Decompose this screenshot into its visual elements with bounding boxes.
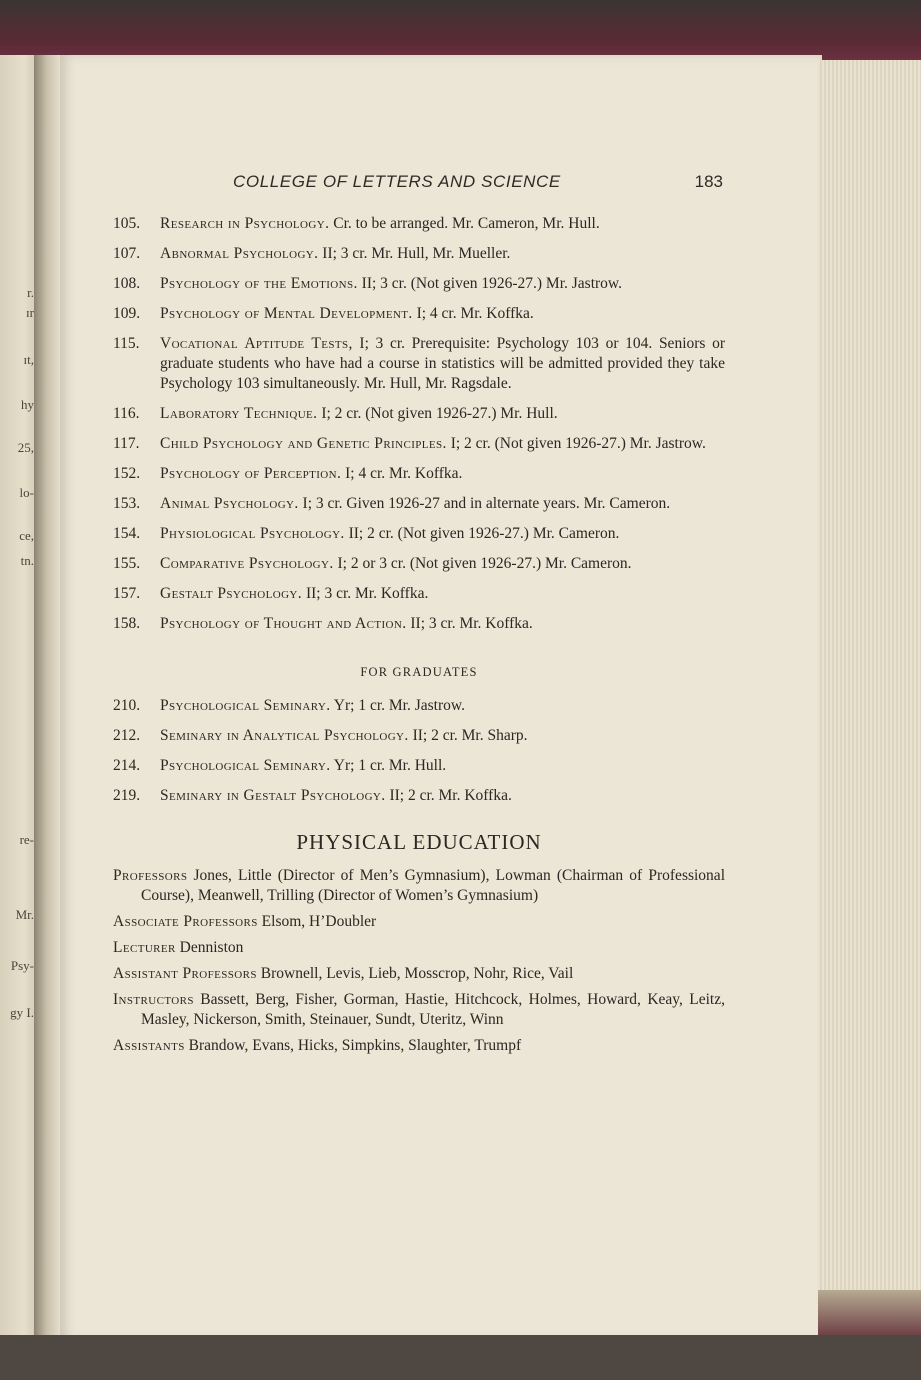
course-entry	[113, 696, 725, 716]
course-number: 116.	[113, 405, 140, 422]
course-title: Psychology of the Emotions.	[160, 275, 358, 292]
course-description	[160, 494, 725, 514]
staff-names: Elsom, H’Doubler	[257, 913, 377, 930]
graduate-course-list	[113, 696, 725, 806]
course-details: I; 2 cr. (Not given 1926-27.) Mr. Jastrow.	[446, 435, 706, 452]
course-number: 115.	[113, 335, 140, 352]
course-entry	[113, 786, 725, 806]
course-details: I; 2 cr. (Not given 1926-27.) Mr. Hull.	[317, 405, 558, 422]
course-title: Psychological Seminary.	[160, 697, 331, 714]
course-title: Animal Psychology.	[160, 495, 299, 512]
course-title: Gestalt Psychology.	[160, 585, 303, 602]
staff-rank: Associate Professors	[113, 913, 258, 930]
course-number: 210.	[113, 697, 141, 714]
course-entry	[113, 614, 725, 634]
course-details: I; 2 or 3 cr. (Not given 1926-27.) Mr. Cameron.	[333, 555, 632, 572]
scan-bottom	[0, 1335, 921, 1380]
course-details: I; 4 cr. Mr. Koffka.	[341, 465, 463, 482]
course-description	[160, 464, 725, 484]
staff-list	[113, 866, 725, 1056]
staff-entry	[113, 938, 725, 958]
course-details: II; 2 cr. Mr. Sharp.	[408, 727, 528, 744]
page-content	[113, 214, 725, 1062]
course-description	[160, 554, 725, 574]
course-description	[160, 304, 725, 324]
course-description	[160, 434, 725, 454]
previous-page-fragment: tn.	[20, 553, 34, 568]
course-entry	[113, 464, 725, 484]
course-description	[160, 404, 725, 424]
course-entry	[113, 244, 725, 264]
course-number: 219.	[113, 787, 141, 804]
running-title: COLLEGE OF LETTERS AND SCIENCE	[233, 172, 561, 191]
course-title: Child Psychology and Genetic Principles.	[160, 435, 447, 452]
course-details: II; 3 cr. Mr. Koffka.	[406, 615, 533, 632]
course-number: 157.	[113, 585, 141, 602]
staff-rank: Professors	[113, 867, 188, 884]
staff-names: Brandow, Evans, Hicks, Simpkins, Slaughter, Trumpf	[184, 1037, 522, 1054]
previous-page-fragment: Mr.	[15, 907, 34, 922]
previous-page-fragment: Psy-	[10, 958, 34, 973]
staff-entry	[113, 912, 725, 932]
course-details: Yr; 1 cr. Mr. Hull.	[330, 757, 447, 774]
course-description	[160, 334, 725, 394]
course-title: Psychology of Mental Development.	[160, 305, 413, 322]
course-entry	[113, 726, 725, 746]
course-details: I; 4 cr. Mr. Koffka.	[412, 305, 534, 322]
course-entry	[113, 756, 725, 776]
course-title: Physiological Psychology.	[160, 525, 345, 542]
course-entry	[113, 434, 725, 454]
course-details: I; 3 cr. Prerequisite: Psychology 103 or 104. Seniors or graduate students who have had a course in statistics will be admitted provided they take Psychology 103 simultaneously. Mr. Hull, Mr. Ragsdale.	[160, 335, 726, 392]
course-details: II; 3 cr. Mr. Hull, Mr. Mueller.	[318, 245, 511, 262]
course-number: 212.	[113, 727, 141, 744]
course-number: 158.	[113, 615, 141, 632]
course-details: Cr. to be arranged. Mr. Cameron, Mr. Hull.	[329, 215, 600, 232]
previous-page-fragment: 25,	[17, 440, 34, 455]
course-number: 155.	[113, 555, 141, 572]
course-title: Vocational Aptitude Tests,	[160, 335, 353, 352]
course-description	[160, 786, 725, 806]
staff-rank: Assistant Professors	[113, 965, 257, 982]
course-title: Psychology of Thought and Action.	[160, 615, 407, 632]
previous-page-fragment: r.	[27, 285, 34, 300]
staff-rank: Assistants	[113, 1037, 185, 1054]
course-entry	[113, 334, 725, 394]
previous-page-fragment: gy I.	[10, 1005, 34, 1020]
course-number: 109.	[113, 305, 141, 322]
course-title: Abnormal Psychology.	[160, 245, 319, 262]
course-description	[160, 696, 725, 716]
course-title: Comparative Psychology.	[160, 555, 334, 572]
staff-names: Jones, Little (Director of Men’s Gymnasium), Lowman (Chairman of Professional Course), Meanwell, Trilling (Director of Women’s Gymnasium)	[141, 867, 725, 904]
running-header	[113, 172, 725, 194]
course-title: Laboratory Technique.	[160, 405, 318, 422]
page-gutter	[34, 55, 62, 1335]
course-description	[160, 584, 725, 604]
course-details: II; 3 cr. Mr. Koffka.	[302, 585, 429, 602]
cover-edge-bottom	[818, 1290, 921, 1338]
course-entry	[113, 274, 725, 294]
course-number: 152.	[113, 465, 141, 482]
course-title: Psychology of Perception.	[160, 465, 342, 482]
course-description	[160, 274, 725, 294]
course-entry	[113, 304, 725, 324]
staff-names: Denniston	[175, 939, 244, 956]
course-title: Research in Psychology.	[160, 215, 330, 232]
previous-page-fragment: ɪt,	[23, 352, 34, 367]
staff-entry	[113, 1036, 725, 1056]
course-description	[160, 244, 725, 264]
page-number: 183	[694, 172, 723, 191]
staff-entry	[113, 866, 725, 906]
course-details: II; 2 cr. Mr. Koffka.	[385, 787, 512, 804]
staff-names: Brownell, Levis, Lieb, Mosscrop, Nohr, Rice, Vail	[256, 965, 574, 982]
previous-page-fragment: ɪr	[26, 305, 34, 320]
course-number: 107.	[113, 245, 141, 262]
course-details: II; 2 cr. (Not given 1926-27.) Mr. Cameron.	[344, 525, 620, 542]
course-title: Seminary in Analytical Psychology.	[160, 727, 409, 744]
course-entry	[113, 554, 725, 574]
staff-rank: Instructors	[113, 991, 194, 1008]
course-title: Seminary in Gestalt Psychology.	[160, 787, 386, 804]
course-title: Psychological Seminary.	[160, 757, 331, 774]
course-number: 153.	[113, 495, 141, 512]
staff-rank: Lecturer	[113, 939, 176, 956]
course-description	[160, 726, 725, 746]
course-description	[160, 614, 725, 634]
previous-page-fragment: re-	[19, 832, 34, 847]
course-number: 105.	[113, 215, 141, 232]
previous-page-fragment: lo-	[19, 485, 34, 500]
course-details: II; 3 cr. (Not given 1926-27.) Mr. Jastrow.	[357, 275, 622, 292]
undergraduate-course-list	[113, 214, 725, 634]
course-description	[160, 524, 725, 544]
previous-page-fragment: hy	[21, 397, 34, 412]
course-number: 214.	[113, 757, 141, 774]
course-details: Yr; 1 cr. Mr. Jastrow.	[330, 697, 465, 714]
staff-names: Bassett, Berg, Fisher, Gorman, Hastie, Hitchcock, Holmes, Howard, Keay, Leitz, Masley, Nickerson, Smith, Steinauer, Sundt, Uteritz, Winn	[141, 991, 725, 1028]
staff-entry	[113, 964, 725, 984]
course-entry	[113, 214, 725, 234]
course-number: 117.	[113, 435, 140, 452]
course-details: I; 3 cr. Given 1926-27 and in alternate years. Mr. Cameron.	[298, 495, 671, 512]
book-cover-edge	[0, 0, 921, 60]
section-title: PHYSICAL EDUCATION	[296, 830, 542, 854]
page-edges	[818, 60, 921, 1335]
staff-entry	[113, 990, 725, 1030]
course-entry	[113, 494, 725, 514]
course-entry	[113, 524, 725, 544]
course-number: 154.	[113, 525, 141, 542]
course-number: 108.	[113, 275, 141, 292]
course-description	[160, 214, 725, 234]
course-entry	[113, 584, 725, 604]
course-entry	[113, 404, 725, 424]
previous-page-fragment: ce,	[19, 528, 34, 543]
graduate-heading: FOR GRADUATES	[360, 665, 478, 679]
course-description	[160, 756, 725, 776]
